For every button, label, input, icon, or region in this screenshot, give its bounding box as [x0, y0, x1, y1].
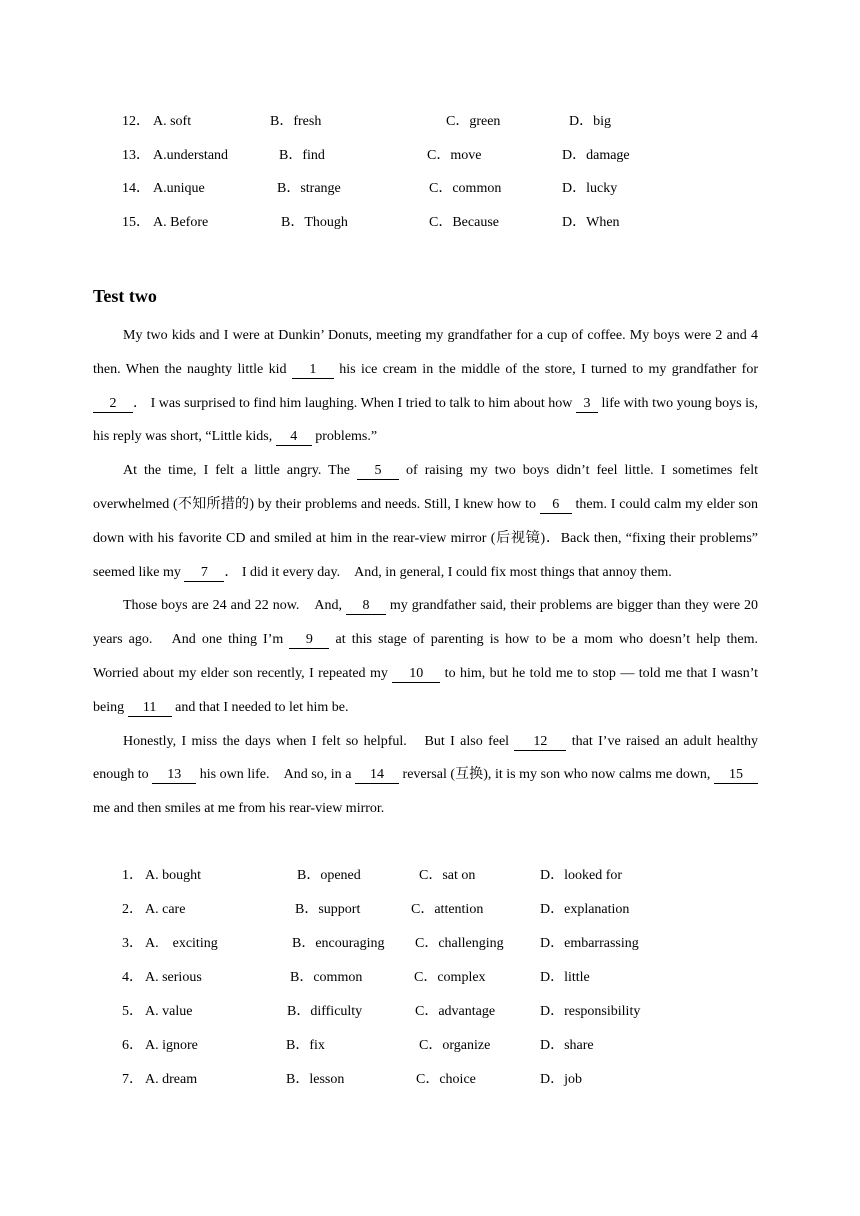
option-a: A. Before: [153, 215, 209, 230]
question-number: 6．: [122, 1038, 143, 1053]
option-a: A. care: [145, 902, 186, 917]
text: and that I needed to let him be.: [171, 699, 349, 715]
option-c: C．choice: [416, 1072, 476, 1087]
text: my grandfather said, their problems are bigger than they were 20 years ago. And one thing I’m: [93, 598, 758, 648]
blank-5: 5: [357, 463, 399, 480]
option-d: D．share: [540, 1038, 594, 1053]
text: life with two young boys is, his reply was short, “Little kids,: [93, 395, 758, 445]
question-2-options: [0, 899, 860, 921]
question-12-options: [0, 111, 860, 133]
paragraph-3: [93, 589, 772, 724]
option-b: B．common: [290, 970, 363, 985]
text: ． I did it every day. And, in general, I could fix most things that annoy them.: [224, 564, 672, 580]
option-a: A. bought: [145, 868, 201, 883]
option-c: C．complex: [414, 970, 486, 985]
text: ． I was surprised to find him laughing. When I tried to talk to him about how: [133, 395, 576, 411]
question-number: 7．: [122, 1072, 143, 1087]
option-c: C．advantage: [415, 1004, 496, 1019]
blank-7: 7: [184, 565, 224, 582]
option-c: C．common: [429, 181, 502, 196]
text: them. I could calm my elder son down with his favorite CD and smiled at him in the rear-view mirror (后视镜)．Back then, “fixing their problems” seemed like my: [93, 496, 758, 580]
question-number: 15．: [122, 215, 150, 230]
option-b: B．lesson: [286, 1072, 345, 1087]
option-a: A. serious: [145, 970, 202, 985]
text: of raising my two boys didn’t feel little. I sometimes felt overwhelmed (不知所措的) by their problems and needs. Still, I knew how to: [93, 463, 758, 512]
option-b: B．support: [295, 902, 361, 917]
option-d: D．embarrassing: [540, 936, 639, 951]
option-b: B．encouraging: [292, 936, 385, 951]
question-number: 12．: [122, 114, 150, 129]
question-6-options: [0, 1035, 860, 1057]
option-c: C．attention: [411, 902, 484, 917]
option-d: D．lucky: [562, 181, 618, 196]
question-number: 3．: [122, 936, 143, 951]
option-b: B．fix: [286, 1038, 325, 1053]
blank-2: 2: [93, 396, 133, 413]
text: his ice cream in the middle of the store, I turned to my grandfather for: [333, 361, 758, 377]
blank-13: 13: [152, 767, 196, 784]
question-3-options: [0, 933, 860, 955]
option-c: C．move: [427, 148, 482, 163]
option-b: B．strange: [277, 181, 341, 196]
text: to him, but he told me to stop — told me that I wasn’t being: [93, 665, 758, 715]
text: at this stage of parenting is how to be a mom who doesn’t help them. Worried about my elder son recently, I repeated my: [93, 632, 772, 681]
question-number: 13．: [122, 148, 150, 163]
option-c: C．organize: [419, 1038, 491, 1053]
question-5-options: [0, 1001, 860, 1023]
blank-9: 9: [289, 632, 329, 649]
text: At the time, I felt a little angry. The: [123, 463, 357, 479]
option-d: D．damage: [562, 148, 630, 163]
question-14-options: [0, 178, 860, 200]
passage: [93, 319, 772, 826]
option-a: A.understand: [153, 148, 229, 163]
option-a: A. ignore: [145, 1038, 198, 1053]
text: his own life. And so, in a: [196, 767, 355, 783]
paragraph-1: [93, 319, 758, 454]
text: reversal (互换), it is my son who now calms me down,: [398, 767, 714, 783]
option-b: B．difficulty: [287, 1004, 363, 1019]
section-heading: Test two: [93, 286, 157, 306]
question-1-options: [0, 865, 860, 887]
text: problems.”: [311, 429, 378, 445]
option-c: C．sat on: [419, 868, 476, 883]
blank-15: 15: [714, 767, 758, 784]
question-15-options: [0, 212, 860, 234]
option-d: D．looked for: [540, 868, 623, 883]
paragraph-2: [93, 454, 758, 589]
option-b: B．opened: [297, 868, 361, 883]
text: Honestly, I miss the days when I felt so helpful. But I also feel: [123, 733, 515, 749]
text: me and then smiles at me from his rear-view mirror.: [93, 801, 385, 817]
option-a: A. soft: [153, 114, 192, 129]
blank-14: 14: [355, 767, 399, 784]
question-4-options: [0, 967, 860, 989]
text: My two kids and I were at Dunkin’ Donuts, meeting my grandfather for a cup of coffee. My boys were 2 and 4 then. When the naughty little kid: [93, 328, 758, 377]
text: that I’ve raised an adult healthy enough to: [93, 733, 758, 783]
option-b: B．fresh: [270, 114, 322, 129]
question-number: 1．: [122, 868, 143, 883]
question-number: 14．: [122, 181, 150, 196]
option-b: B．Though: [281, 215, 348, 230]
option-d: D．little: [540, 970, 590, 985]
option-c: C．green: [446, 114, 501, 129]
option-a: A. dream: [145, 1072, 198, 1087]
blank-3: 3: [576, 396, 598, 413]
option-d: D．big: [569, 114, 611, 129]
blank-4: 4: [276, 429, 312, 446]
blank-12: 12: [514, 734, 566, 751]
option-a: A. exciting: [145, 936, 218, 951]
question-number: 4．: [122, 970, 143, 985]
question-7-options: [0, 1069, 860, 1091]
option-d: D．explanation: [540, 902, 630, 917]
option-d: D．job: [540, 1072, 582, 1087]
option-d: D．responsibility: [540, 1004, 641, 1019]
option-c: C．Because: [429, 215, 499, 230]
question-number: 2．: [122, 902, 143, 917]
blank-6: 6: [540, 497, 572, 514]
option-b: B．find: [279, 148, 325, 163]
question-number: 5．: [122, 1004, 143, 1019]
blank-8: 8: [346, 598, 386, 615]
option-a: A.unique: [153, 181, 205, 196]
blank-10: 10: [392, 666, 440, 683]
option-a: A. value: [145, 1004, 193, 1019]
blank-1: 1: [292, 362, 334, 379]
option-d: D．When: [562, 215, 620, 230]
text: Those boys are 24 and 22 now. And,: [123, 598, 346, 614]
question-13-options: [0, 145, 860, 167]
paragraph-4: [93, 725, 758, 826]
option-c: C．challenging: [415, 936, 504, 951]
blank-11: 11: [128, 700, 172, 717]
